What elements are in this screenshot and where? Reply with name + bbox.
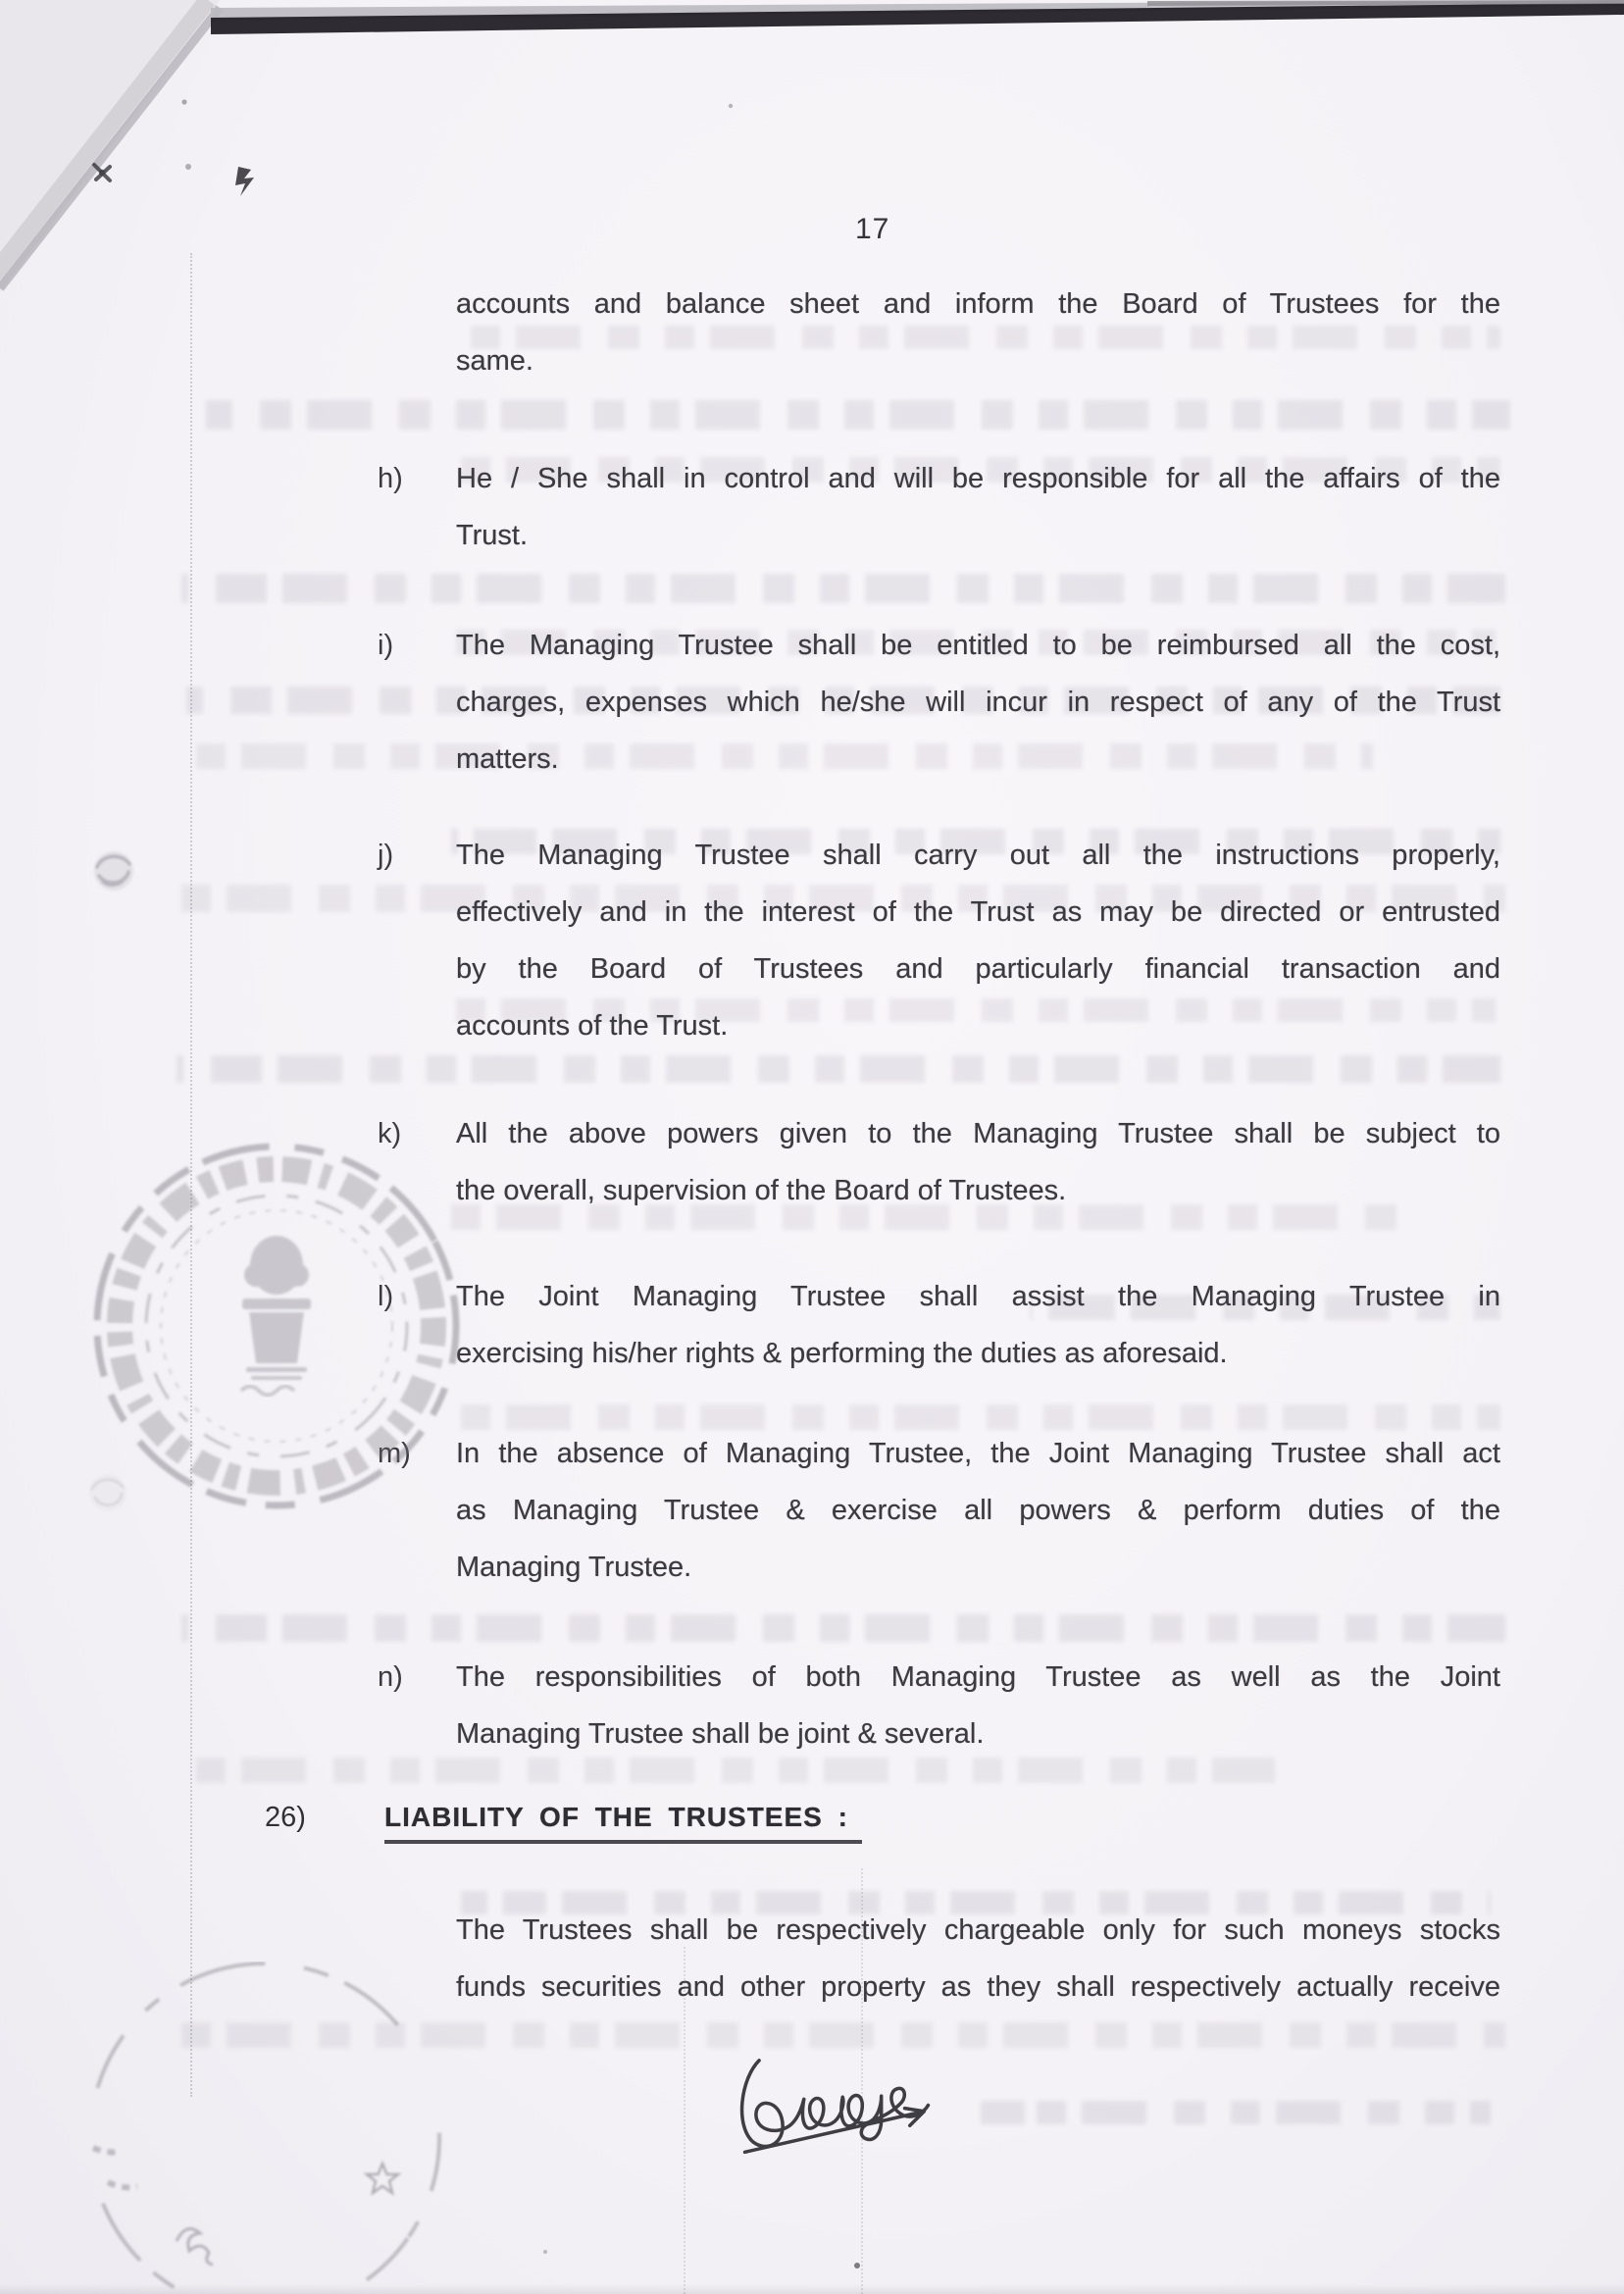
paper-hole-swirl-artifact <box>87 847 146 906</box>
ashoka-emblem-icon <box>242 1236 311 1380</box>
seal-motto-squiggle <box>241 1387 294 1396</box>
clause-line: as Managing Trustee & exercise all powers & perform duties of the <box>456 1495 1500 1526</box>
clause-line: matters. <box>456 743 559 775</box>
clause-j <box>378 827 1500 1054</box>
bottom-seal-stamp <box>54 1962 505 2294</box>
bleed-through-artifact <box>177 1055 1500 1083</box>
clause-line: The responsibilities of both Managing Trustee as well as the Joint <box>456 1661 1500 1693</box>
clause-line: funds securities and other property as they shall respectively actually receive <box>456 1971 1500 2003</box>
clause-label: m) <box>378 1438 411 1469</box>
clause-l <box>378 1268 1500 1382</box>
clause-label: j) <box>378 840 394 871</box>
clause-line: The Joint Managing Trustee shall assist the Managing Trustee in <box>456 1281 1500 1312</box>
clause-line: same. <box>456 345 533 377</box>
clause-line: Managing Trustee. <box>456 1552 692 1583</box>
scanner-edge-artifact <box>0 0 1624 314</box>
clause-line: In the absence of Managing Trustee, the Joint Managing Trustee shall act <box>456 1438 1500 1469</box>
clause-line: the overall, supervision of the Board of Trustees. <box>456 1175 1067 1206</box>
clause-label: n) <box>378 1661 403 1693</box>
bleed-through-artifact <box>181 574 1505 603</box>
clause-line: effectively and in the interest of the Trust as may be directed or entrusted <box>456 896 1500 928</box>
star-icon <box>367 2164 398 2193</box>
section-number: 26) <box>265 1802 306 1833</box>
seal-scribble <box>177 2229 213 2266</box>
page-number: 17 <box>855 213 890 245</box>
clause-h <box>378 450 1500 564</box>
clause-i <box>378 617 1500 788</box>
clause-line: accounts of the Trust. <box>456 1010 729 1042</box>
signature-graphic <box>724 2038 949 2170</box>
clause-line: Trust. <box>456 520 529 551</box>
clause-m <box>378 1425 1500 1596</box>
clause-line: Managing Trustee shall be joint & several. <box>456 1718 985 1750</box>
bleed-through-artifact <box>981 2101 1491 2124</box>
clause-line: charges, expenses which he/she will incur in respect of any of the Trust <box>456 687 1500 718</box>
clause-line: The Trustees shall be respectively chargeable only for such moneys stocks <box>456 1914 1500 1946</box>
clause-label: k) <box>378 1118 402 1149</box>
government-seal-stamp <box>80 1130 473 1522</box>
clause-line: exercising his/her rights & performing the duties as aforesaid. <box>456 1338 1228 1369</box>
clause-line: All the above powers given to the Managing Trustee shall be subject to <box>456 1118 1500 1149</box>
clause-n <box>378 1649 1500 1762</box>
clause-k <box>378 1105 1500 1219</box>
bleed-through-artifact <box>181 1614 1505 1642</box>
paragraph-continuation <box>456 276 1500 389</box>
liability-paragraph <box>456 1902 1500 2015</box>
bleed-through-artifact <box>206 400 1510 430</box>
clause-label: l) <box>378 1281 394 1312</box>
clause-line: The Managing Trustee shall carry out all the instructions properly, <box>456 840 1500 871</box>
clause-label: i) <box>378 630 394 661</box>
clause-line: The Managing Trustee shall be entitled to be reimbursed all the cost, <box>456 630 1500 661</box>
clause-line: He / She shall in control and will be responsible for all the affairs of the <box>456 463 1500 494</box>
clause-label: h) <box>378 463 403 494</box>
clause-line: accounts and balance sheet and inform the Board of Trustees for the <box>456 288 1500 320</box>
clause-line: by the Board of Trustees and particularly financial transaction and <box>456 953 1500 985</box>
section-heading: LIABILITY OF THE TRUSTEES : <box>384 1798 862 1844</box>
